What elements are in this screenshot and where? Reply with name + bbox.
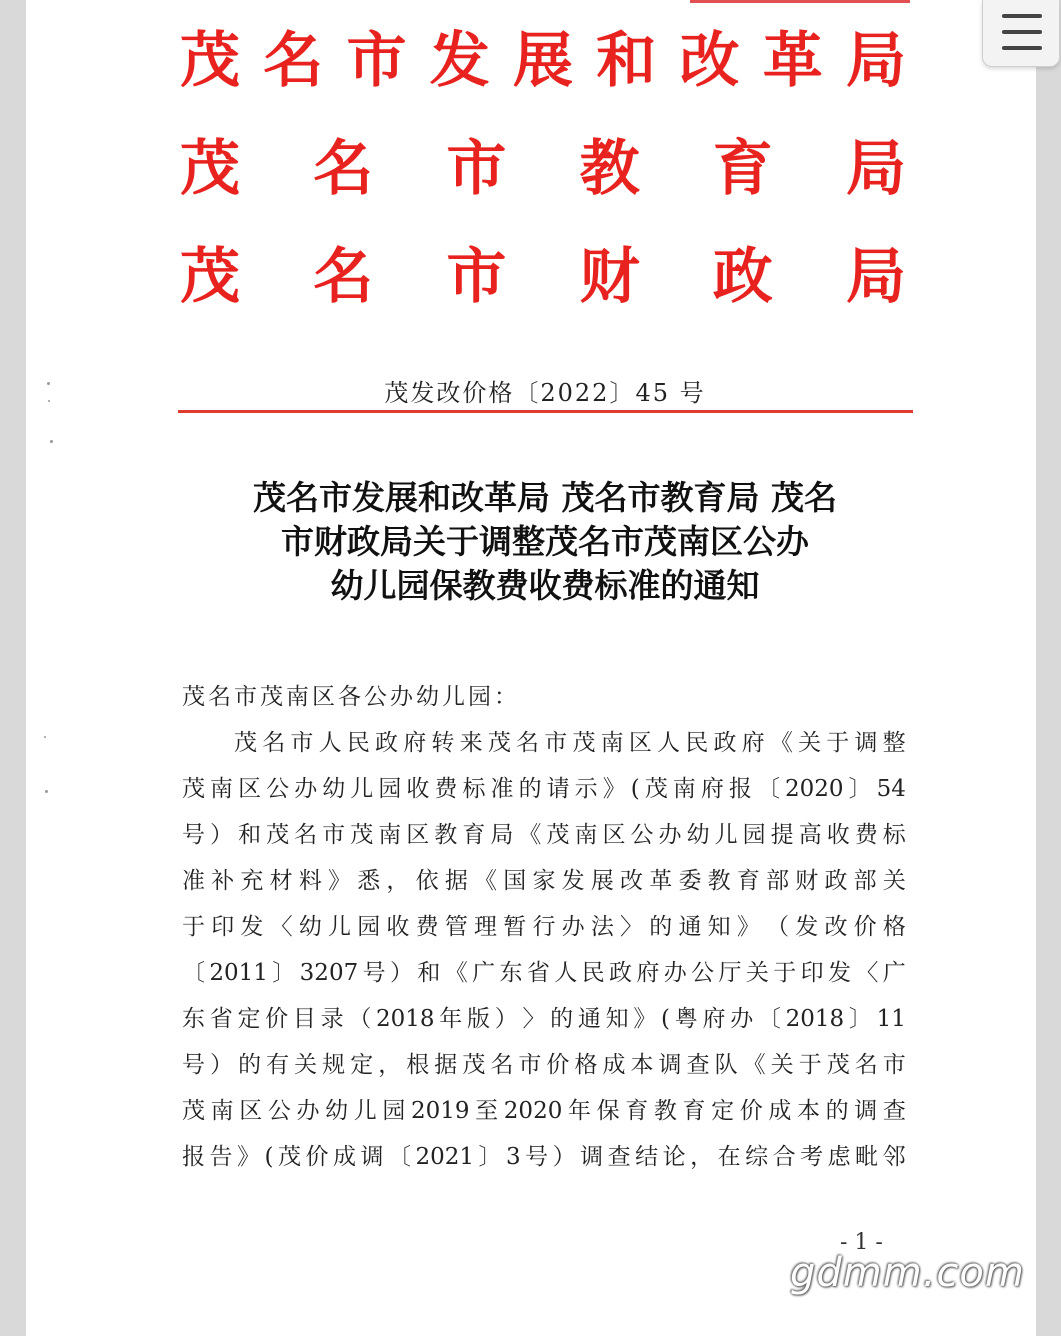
agency-char: 名 bbox=[313, 134, 374, 204]
agency-char: 市 bbox=[346, 26, 407, 96]
body-line: 号 ） 的 有 关 规 定 ， 根 据 茂 名 市 价 格 成 本 调 查 队 《 关 于 茂 名 市 bbox=[182, 1052, 906, 1078]
agency-char: 育 bbox=[712, 134, 773, 204]
agency-char: 革 bbox=[762, 26, 823, 96]
scan-speck bbox=[44, 736, 46, 738]
document-body bbox=[182, 674, 906, 1180]
hamburger-menu-icon bbox=[1002, 14, 1042, 18]
scan-speck bbox=[50, 440, 53, 443]
header-divider bbox=[178, 410, 913, 413]
agency-char: 局 bbox=[846, 26, 906, 96]
body-line: 号 ） 和 茂 名 市 茂 南 区 教 育 局 《 茂 南 区 公 办 幼 儿 园 提 高 收 费 标 bbox=[182, 822, 906, 848]
body-line: 报 告 》 ( 茂 价 成 调 〔 2021 〕 3 号 ） 调 查 结 论 ， 在 综 合 考 虑 毗 邻 bbox=[182, 1144, 906, 1170]
body-line: 准 补 充 材 料 》 悉 ， 依 据 《 国 家 发 展 改 革 委 教 育 部 财 政 部 关 bbox=[182, 868, 906, 894]
agency-name-finance bbox=[180, 242, 906, 312]
site-watermark: gdmm.com bbox=[790, 1250, 1025, 1296]
agency-char: 发 bbox=[429, 26, 490, 96]
agency-name-education bbox=[180, 134, 906, 204]
title-line: 市财政局关于调整茂名市茂南区公办 bbox=[281, 522, 809, 561]
agency-char: 展 bbox=[513, 26, 573, 96]
agency-char: 改 bbox=[679, 26, 740, 96]
scan-speck bbox=[47, 382, 50, 385]
agency-char: 和 bbox=[596, 26, 657, 96]
top-red-edge bbox=[690, 0, 910, 3]
agency-char: 市 bbox=[446, 242, 507, 312]
agency-char: 茂 bbox=[180, 242, 240, 312]
menu-button[interactable] bbox=[982, 0, 1060, 67]
agency-char: 名 bbox=[313, 242, 374, 312]
agency-char: 政 bbox=[712, 242, 773, 312]
salutation: 茂名市茂南区各公办幼儿园： bbox=[182, 684, 520, 710]
document-title bbox=[180, 476, 910, 608]
agency-char: 财 bbox=[579, 242, 640, 312]
agency-char: 茂 bbox=[180, 134, 240, 204]
body-line: 茂 名 市 人 民 政 府 转 来 茂 名 市 茂 南 区 人 民 政 府 《 关 于 调 整 bbox=[234, 730, 906, 756]
body-line: 茂 南 区 公 办 幼 儿 园 2019 至 2020 年 保 育 教 育 定 价 成 本 的 调 查 bbox=[182, 1098, 906, 1124]
agency-char: 名 bbox=[263, 26, 324, 96]
agency-char: 局 bbox=[845, 242, 906, 312]
scan-speck bbox=[45, 790, 48, 793]
title-line: 茂名市发展和改革局 茂名市教育局 茂名 bbox=[253, 478, 837, 517]
agency-char: 教 bbox=[579, 134, 640, 204]
document-number: 茂发改价格〔2022〕45 号 bbox=[384, 379, 706, 407]
page-number: - 1 - bbox=[840, 1230, 883, 1255]
scan-speck bbox=[48, 400, 50, 402]
title-line: 幼儿园保教费收费标准的通知 bbox=[330, 566, 760, 605]
agency-char: 茂 bbox=[180, 26, 240, 96]
body-line: 茂 南 区 公 办 幼 儿 园 收 费 标 准 的 请 示 》 ( 茂 南 府 报 〔 2020 〕 54 bbox=[182, 776, 906, 802]
agency-name-ndrc bbox=[180, 26, 906, 96]
body-line: 〔 2011 〕 3207 号 ） 和 《 广 东 省 人 民 政 府 办 公 厅 关 于 印 发 〈 广 bbox=[182, 960, 906, 986]
agency-char: 市 bbox=[446, 134, 507, 204]
body-line: 东 省 定 价 目 录 （ 2018 年 版 ） 〉 的 通 知 》 ( 粤 府 办 〔 2018 〕 11 bbox=[182, 1006, 906, 1032]
agency-char: 局 bbox=[845, 134, 906, 204]
body-line: 于 印 发 〈 幼 儿 园 收 费 管 理 暂 行 办 法 〉 的 通 知 》 （ 发 改 价 格 bbox=[182, 914, 906, 940]
